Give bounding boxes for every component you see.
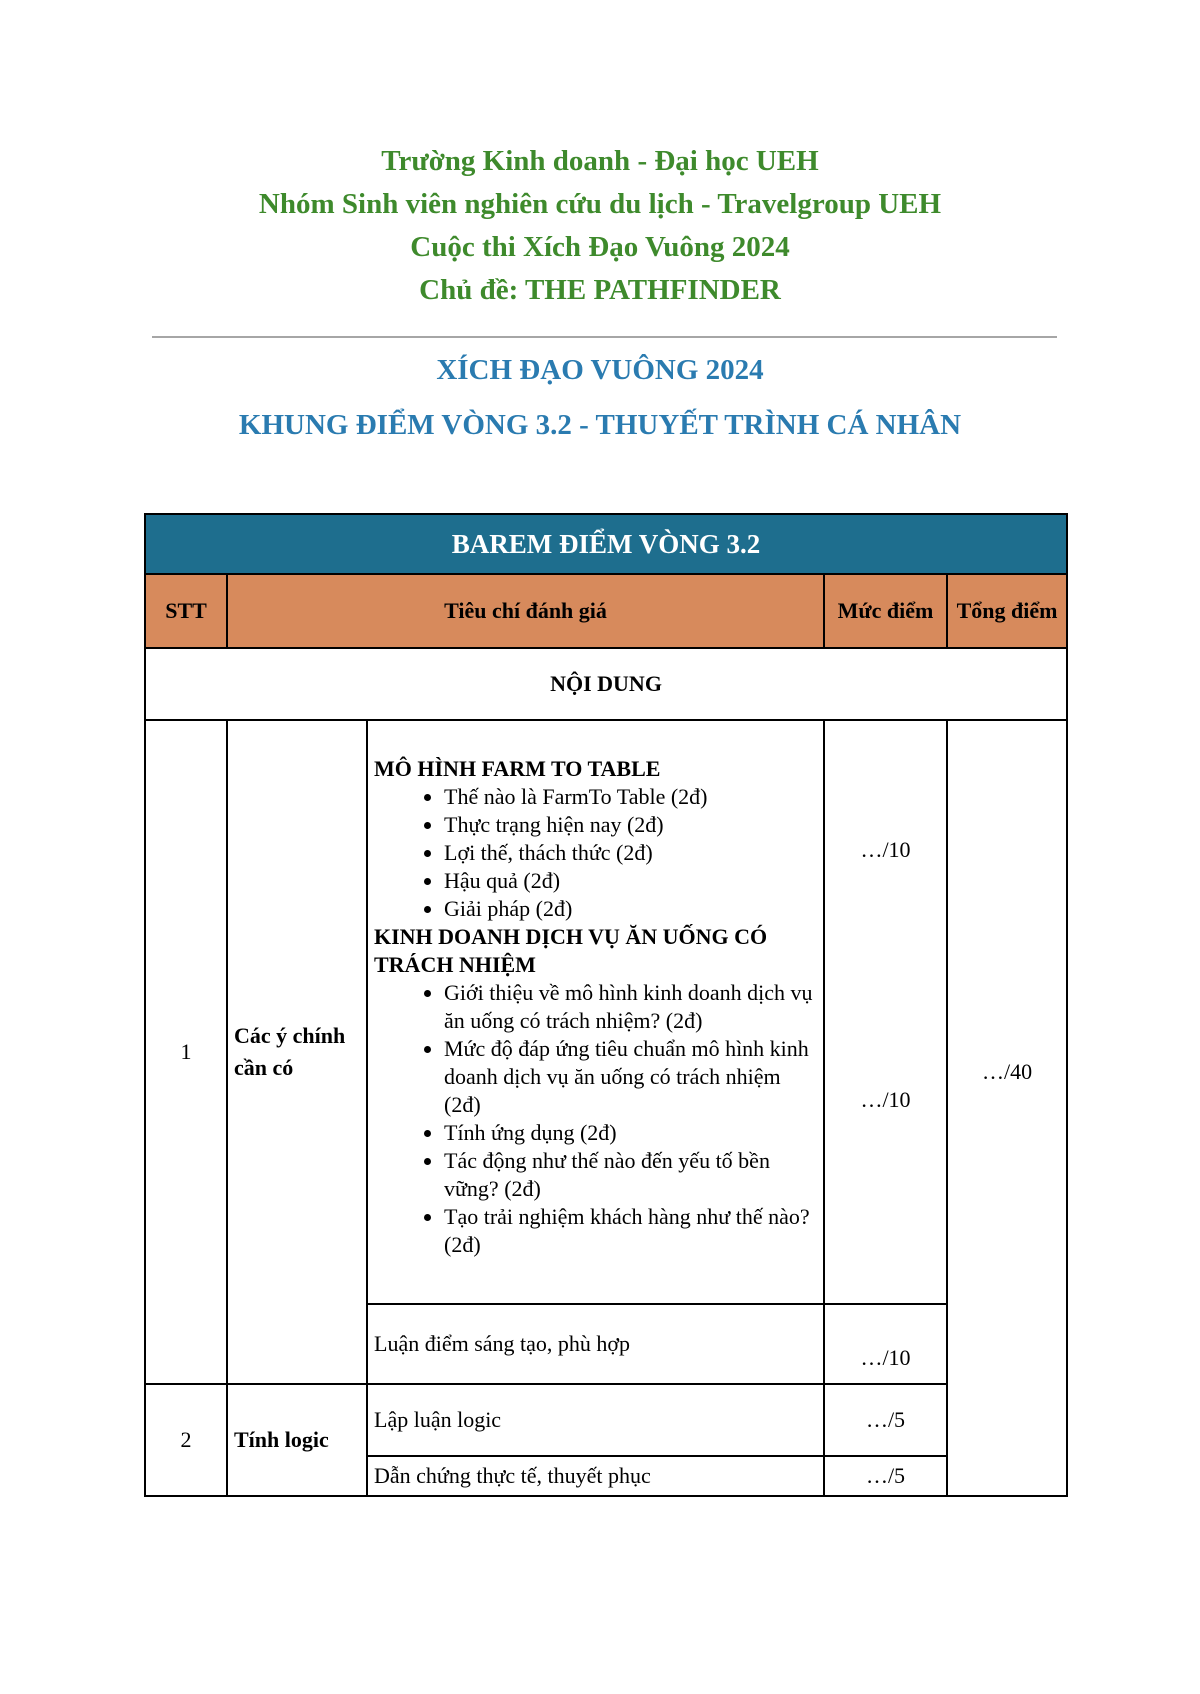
list-item: • Hậu quả (2đ) <box>444 867 815 895</box>
row-stt: 1 <box>145 720 227 1384</box>
item-text: Dẫn chứng thực tế, thuyết phục <box>367 1456 824 1496</box>
section-noi-dung: NỘI DUNG <box>145 648 1067 720</box>
row-criterion: Các ý chính cần có <box>227 720 367 1384</box>
list-item: • Mức độ đáp ứng tiêu chuẩn mô hình kinh doanh dịch vụ ăn uống có trách nhiệm (2đ) <box>444 1035 815 1119</box>
list-item: • Tính ứng dụng (2đ) <box>444 1119 815 1147</box>
score-value: …/10 <box>860 1087 911 1112</box>
bullet-list <box>374 979 815 1259</box>
list-item: • Tác động như thế nào đến yếu tố bền vững? (2đ) <box>444 1147 815 1203</box>
barem-table <box>144 513 1068 1497</box>
table-row <box>145 1384 1067 1456</box>
document-title: XÍCH ĐẠO VUÔNG 2024 <box>436 354 764 386</box>
bullet-list <box>374 783 815 923</box>
list-item: • Giải pháp (2đ) <box>444 895 815 923</box>
score-value: …/10 <box>860 837 911 862</box>
content-cell <box>367 720 824 1304</box>
list-item: • Thế nào là FarmTo Table (2đ) <box>444 783 815 811</box>
list-item: • Giới thiệu về mô hình kinh doanh dịch vụ ăn uống có trách nhiệm? (2đ) <box>444 979 815 1035</box>
header-total: Tổng điểm <box>947 574 1067 648</box>
list-item: • Lợi thế, thách thức (2đ) <box>444 839 815 867</box>
header-theme: Chủ đề: THE PATHFINDER <box>419 274 781 306</box>
item-heading: KINH DOANH DỊCH VỤ ĂN UỐNG CÓ TRÁCH NHIỆM <box>374 924 768 977</box>
document-subtitle: KHUNG ĐIỂM VÒNG 3.2 - THUYẾT TRÌNH CÁ NHÂN <box>238 409 962 441</box>
header-stt: STT <box>145 574 227 648</box>
header-divider <box>152 336 1057 338</box>
total-cell: …/40 <box>947 720 1067 1496</box>
header-criteria: Tiêu chí đánh giá <box>227 574 824 648</box>
item-text: Lập luận logic <box>367 1384 824 1456</box>
row-criterion: Tính logic <box>227 1384 367 1496</box>
header-school: Trường Kinh doanh - Đại học UEH <box>381 145 819 177</box>
list-item: • Thực trạng hiện nay (2đ) <box>444 811 815 839</box>
table-row <box>145 720 1067 1304</box>
list-item: • Tạo trải nghiệm khách hàng như thế nào? (2đ) <box>444 1203 815 1259</box>
row-stt: 2 <box>145 1384 227 1496</box>
score-cell <box>824 720 947 1304</box>
document-header <box>0 140 1200 312</box>
item-text: Luận điểm sáng tạo, phù hợp <box>367 1304 824 1384</box>
header-score: Mức điểm <box>824 574 947 648</box>
score-value: …/10 <box>824 1304 947 1384</box>
barem-title: BAREM ĐIỂM VÒNG 3.2 <box>145 514 1067 574</box>
score-value: …/5 <box>824 1456 947 1496</box>
item-heading: MÔ HÌNH FARM TO TABLE <box>374 756 661 781</box>
header-group: Nhóm Sinh viên nghiên cứu du lịch - Travelgroup UEH <box>258 188 942 220</box>
header-contest: Cuộc thi Xích Đạo Vuông 2024 <box>410 231 790 263</box>
score-value: …/5 <box>824 1384 947 1456</box>
